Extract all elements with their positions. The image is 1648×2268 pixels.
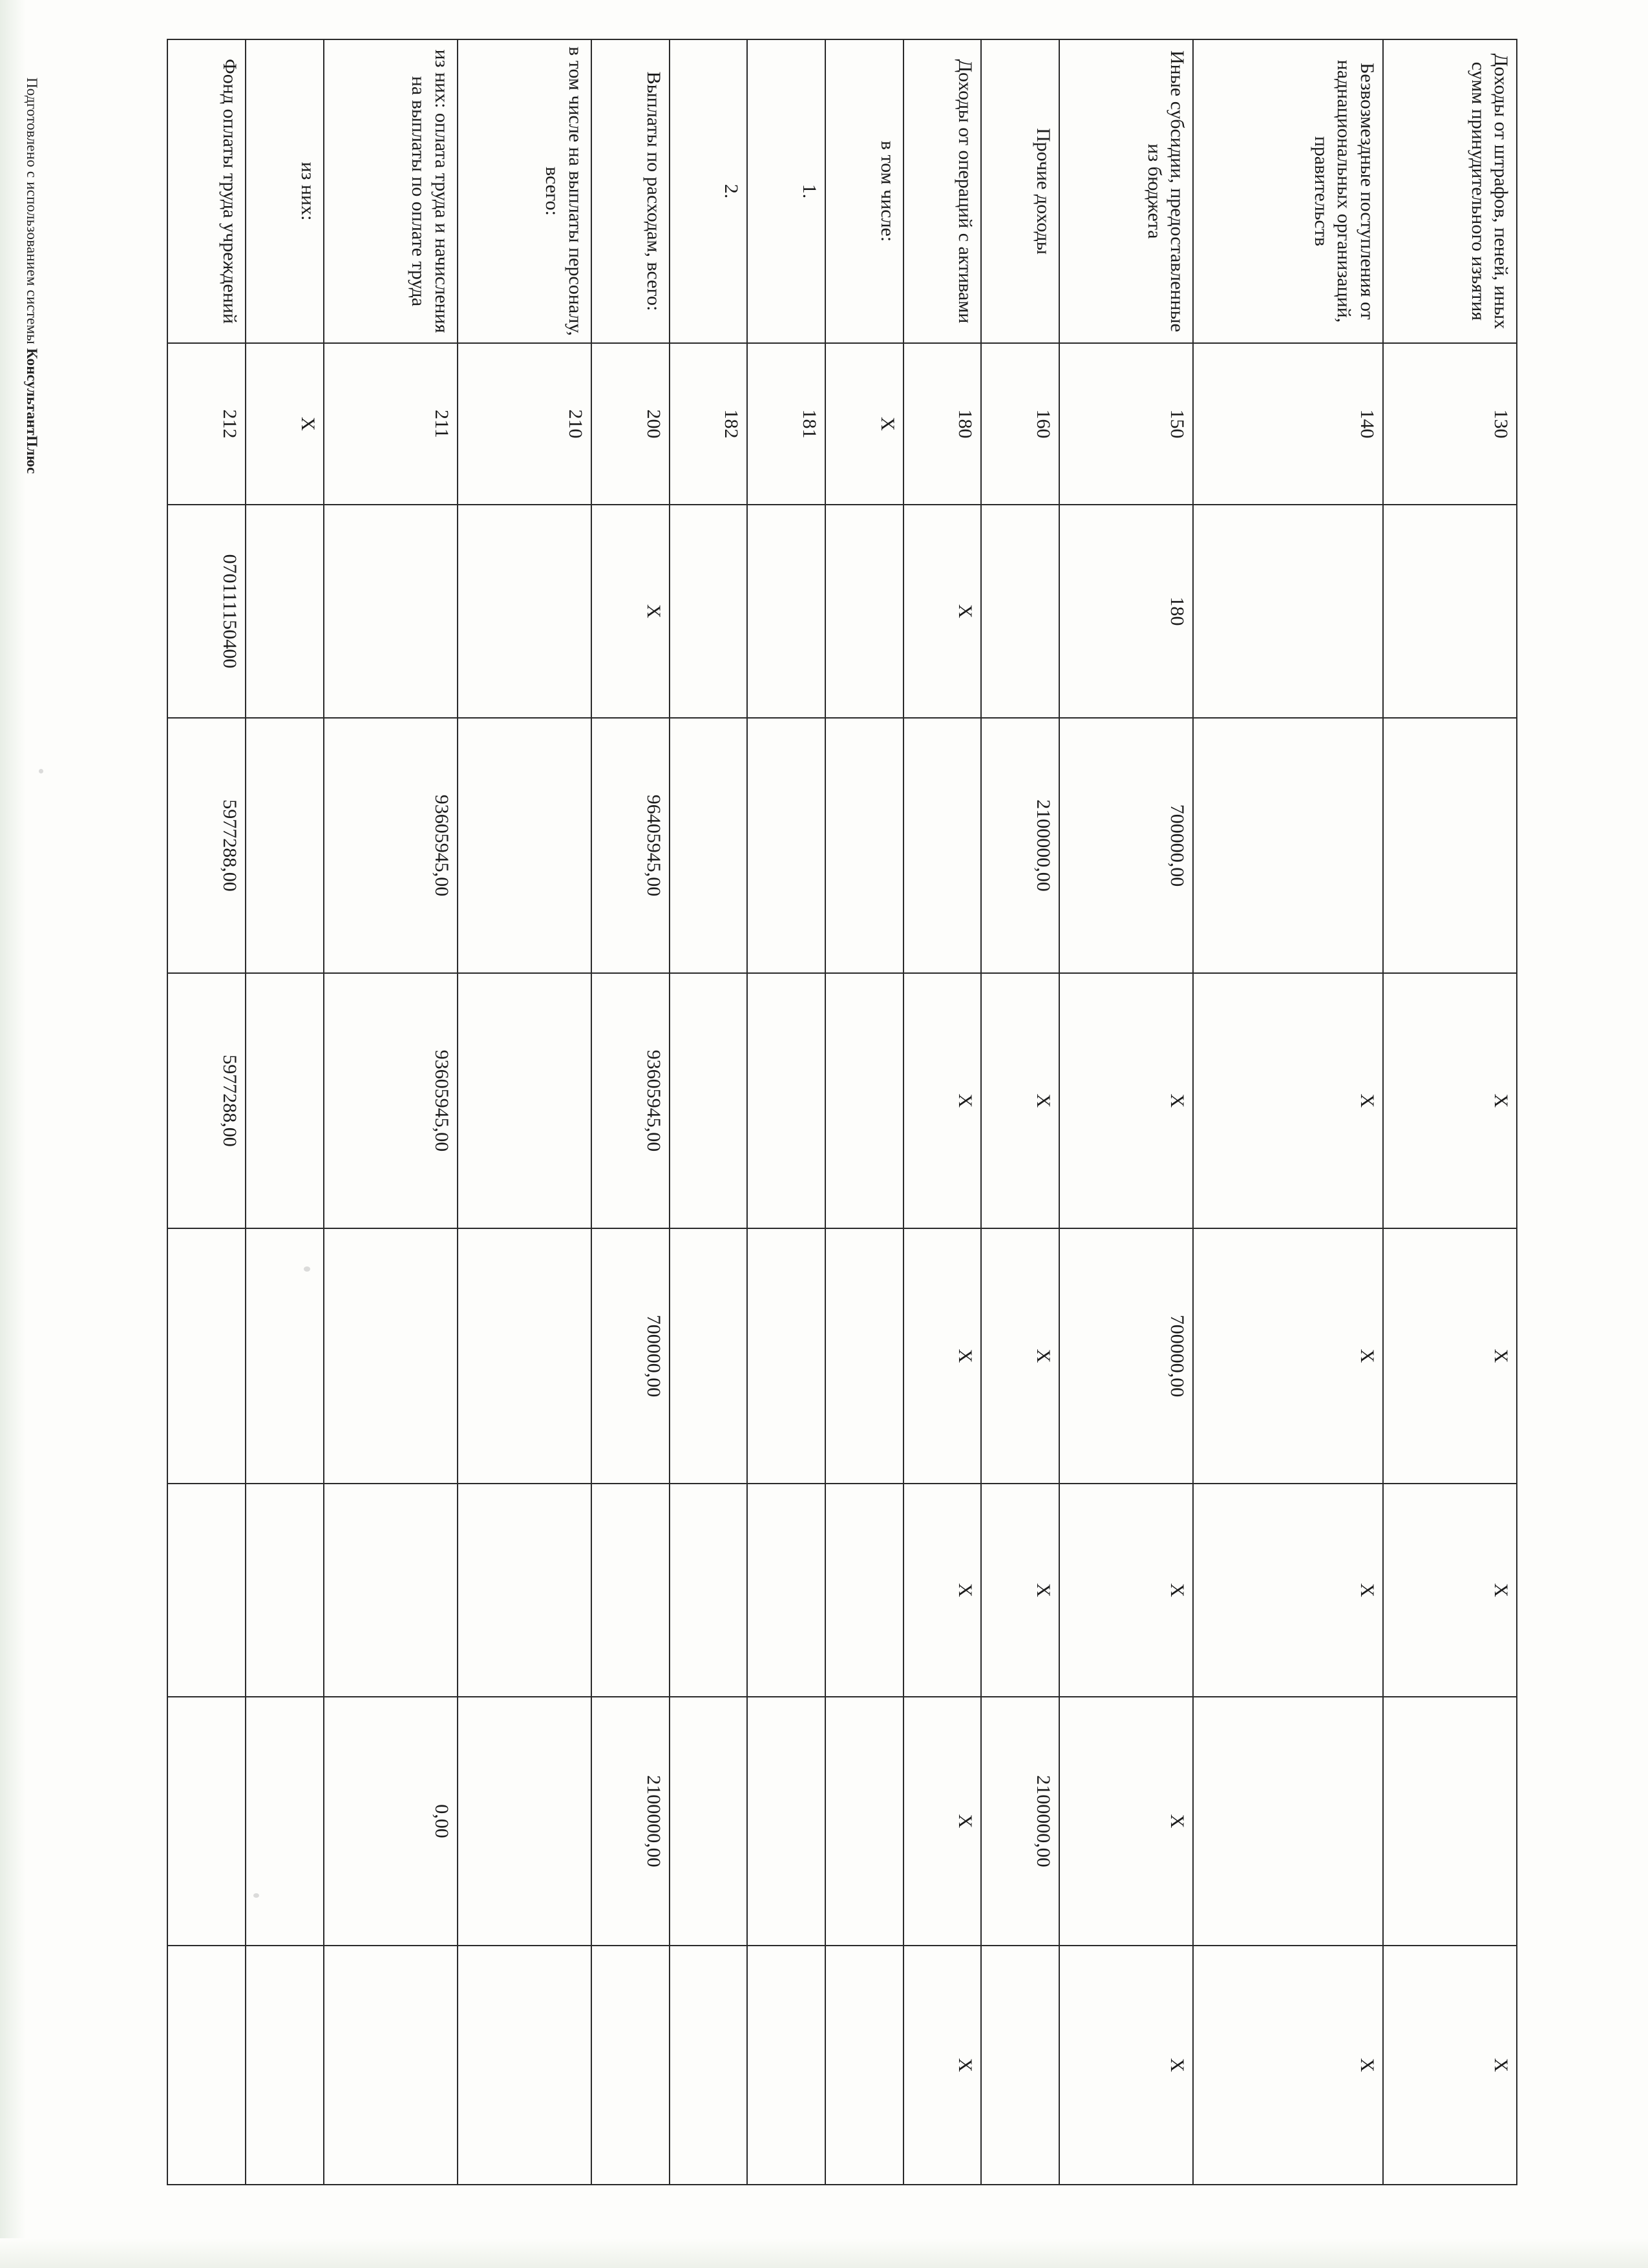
scan-speck [39,769,43,773]
row-value-oms [1193,1697,1383,1946]
row-value-subsidy-other [825,1228,903,1484]
row-value-subsidy-other [246,1228,324,1484]
table-row [458,39,591,2185]
table-row [1383,39,1517,2185]
row-code: 160 [981,343,1059,505]
row-value-capital [747,1484,825,1697]
row-value-subsidy-task: 93605945,00 [324,973,458,1228]
table-row [167,39,246,2185]
row-value-paid-services [246,1946,324,2185]
row-value-subsidy-task: X [1383,973,1517,1228]
row-value-subsidy-task: X [1193,973,1383,1228]
row-analytic-code [981,505,1059,718]
row-code: 212 [167,343,246,505]
row-label: Доходы от штрафов, пеней, иных сумм принудительного изъятия [1383,39,1517,343]
row-value-oms: 2100000,00 [591,1697,670,1946]
row-analytic-code: 070111150400 [167,505,246,718]
row-value-capital [246,1484,324,1697]
row-value-total: 93605945,00 [324,718,458,973]
row-value-paid-services [670,1946,748,2185]
row-value-oms [825,1697,903,1946]
row-value-total [458,718,591,973]
row-value-capital [167,1484,246,1697]
row-value-paid-services: X [1059,1946,1193,2185]
row-value-total [825,718,903,973]
row-analytic-code [324,505,458,718]
row-label: Фонд оплаты труда учреждений [167,39,246,343]
row-value-capital: X [981,1484,1059,1697]
row-value-subsidy-task: 5977288,00 [167,973,246,1228]
row-value-subsidy-task [246,973,324,1228]
row-value-total [246,718,324,973]
row-value-oms [246,1697,324,1946]
row-value-paid-services: X [903,1946,982,2185]
table-row [825,39,903,2185]
row-value-oms: X [903,1697,982,1946]
row-value-oms [1383,1697,1517,1946]
row-value-subsidy-task: 93605945,00 [591,973,670,1228]
row-value-subsidy-other: 700000,00 [1059,1228,1193,1484]
row-label: Прочие доходы [981,39,1059,343]
table-row [246,39,324,2185]
row-code: 150 [1059,343,1193,505]
row-value-paid-services: X [1193,1946,1383,2185]
row-value-total: 2100000,00 [981,718,1059,973]
financial-plan-table [167,39,1517,2185]
row-code: 211 [324,343,458,505]
row-label: Доходы от операций с активами [903,39,982,343]
row-value-paid-services: X [1383,1946,1517,2185]
row-value-capital: X [1193,1484,1383,1697]
row-analytic-code [825,505,903,718]
row-value-subsidy-task [670,973,748,1228]
row-value-capital: X [903,1484,982,1697]
row-value-subsidy-other [670,1228,748,1484]
row-value-subsidy-other: X [1383,1228,1517,1484]
financial-plan-table-wrapper [167,39,1517,2184]
row-value-subsidy-task: X [981,973,1059,1228]
row-label: Иные субсидии, предоставленные из бюджета [1059,39,1193,343]
row-code: 130 [1383,343,1517,505]
row-code: 180 [903,343,982,505]
table-row [591,39,670,2185]
row-analytic-code: X [903,505,982,718]
table-row [670,39,748,2185]
row-value-capital [825,1484,903,1697]
row-code: 210 [458,343,591,505]
row-value-subsidy-other: X [981,1228,1059,1484]
table-row [324,39,458,2185]
row-value-subsidy-task [747,973,825,1228]
row-value-capital: X [1059,1484,1193,1697]
row-value-total: 96405945,00 [591,718,670,973]
row-value-subsidy-other [324,1228,458,1484]
row-value-oms [747,1697,825,1946]
prepared-with-note-prefix: Подготовлено с использованием системы [24,78,40,348]
row-value-oms [167,1697,246,1946]
row-value-subsidy-task: X [903,973,982,1228]
row-label: из них: [246,39,324,343]
row-value-subsidy-task [458,973,591,1228]
row-value-oms [458,1697,591,1946]
row-analytic-code [670,505,748,718]
row-value-subsidy-task [825,973,903,1228]
row-label: 1. [747,39,825,343]
row-value-total: 5977288,00 [167,718,246,973]
page-edge-shadow-bottom [0,2238,1648,2268]
row-value-subsidy-other: 700000,00 [591,1228,670,1484]
row-value-paid-services [981,1946,1059,2185]
row-label: Выплаты по расходам, всего: [591,39,670,343]
row-value-total [670,718,748,973]
row-value-total [903,718,982,973]
row-value-oms [670,1697,748,1946]
row-analytic-code: X [591,505,670,718]
page-edge-shadow-left [0,0,26,2268]
row-value-paid-services [747,1946,825,2185]
row-value-subsidy-other [747,1228,825,1484]
row-value-paid-services [458,1946,591,2185]
row-code: 140 [1193,343,1383,505]
row-value-subsidy-other: X [1193,1228,1383,1484]
row-value-subsidy-other: X [903,1228,982,1484]
row-analytic-code [458,505,591,718]
row-value-capital [458,1484,591,1697]
row-value-oms: X [1059,1697,1193,1946]
row-code: X [825,343,903,505]
row-analytic-code [1383,505,1517,718]
row-analytic-code [246,505,324,718]
table-row [981,39,1059,2185]
row-value-subsidy-other [458,1228,591,1484]
row-value-oms: 0,00 [324,1697,458,1946]
row-value-paid-services [167,1946,246,2185]
row-value-paid-services [324,1946,458,2185]
row-value-total [1193,718,1383,973]
row-label: в том числе на выплаты персоналу, всего: [458,39,591,343]
row-label: 2. [670,39,748,343]
row-value-total: 700000,00 [1059,718,1193,973]
row-value-capital [324,1484,458,1697]
row-code: X [246,343,324,505]
row-value-capital [591,1484,670,1697]
row-value-total [1383,718,1517,973]
row-analytic-code [1193,505,1383,718]
row-value-paid-services [825,1946,903,2185]
row-code: 181 [747,343,825,505]
prepared-with-note-system: КонсультантПлюс [24,348,40,474]
table-row [903,39,982,2185]
row-label: Безвозмездные поступления от наднациональных организаций, правительств [1193,39,1383,343]
row-value-total [747,718,825,973]
row-value-subsidy-other [167,1228,246,1484]
row-analytic-code: 180 [1059,505,1193,718]
row-code: 200 [591,343,670,505]
row-code: 182 [670,343,748,505]
row-value-capital: X [1383,1484,1517,1697]
table-row [1059,39,1193,2185]
row-value-subsidy-task: X [1059,973,1193,1228]
row-label: из них: оплата труда и начисления на выплаты по оплате труда [324,39,458,343]
row-analytic-code [747,505,825,718]
row-value-paid-services [591,1946,670,2185]
table-row [1193,39,1383,2185]
row-value-capital [670,1484,748,1697]
row-label: в том числе: [825,39,903,343]
table-row [747,39,825,2185]
prepared-with-note [23,78,40,474]
row-value-oms: 2100000,00 [981,1697,1059,1946]
